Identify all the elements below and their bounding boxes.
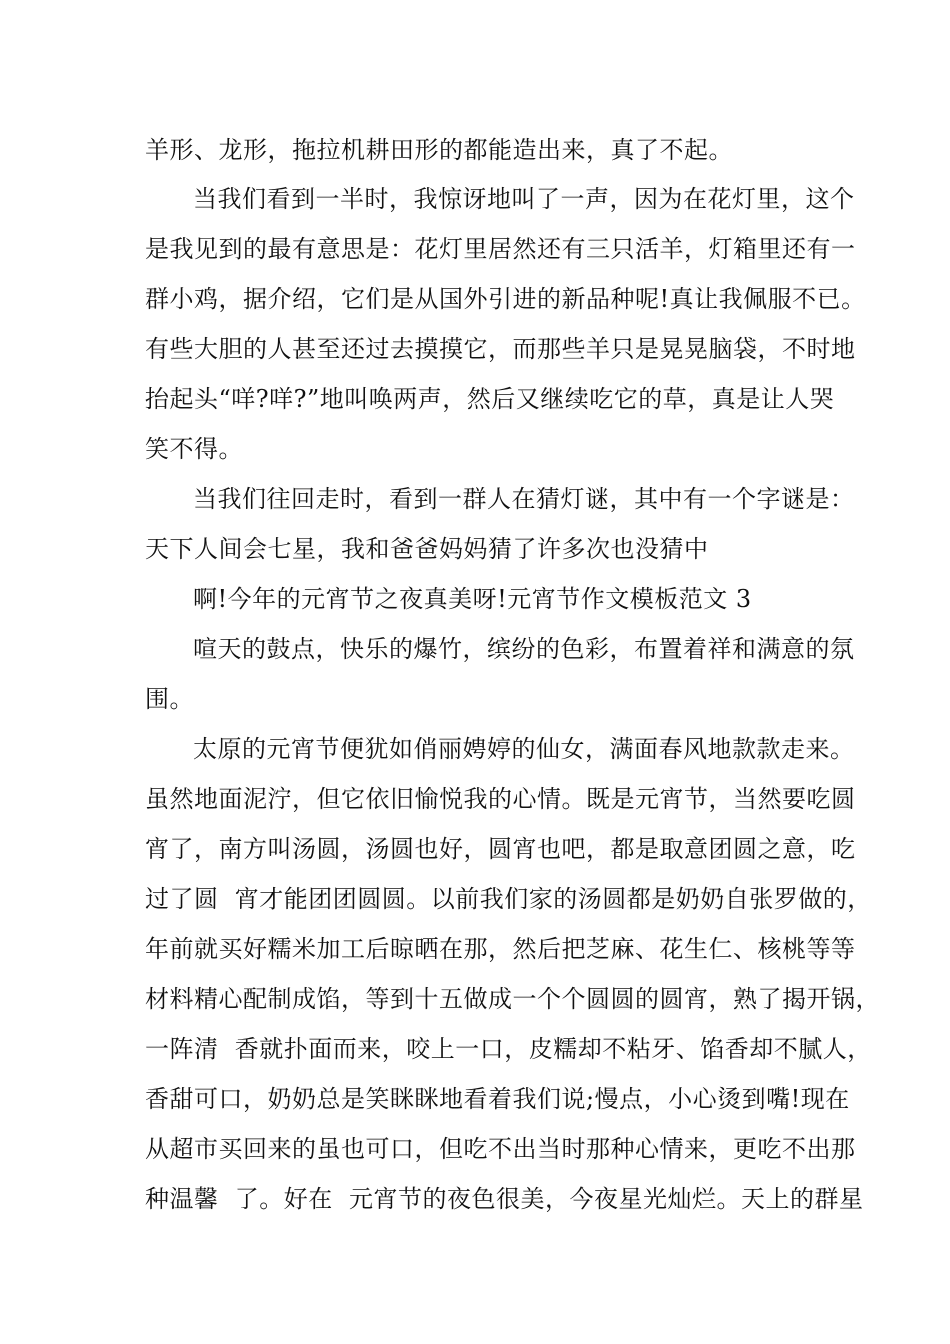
text-line: 年前就买好糯米加工后晾晒在那，然后把芝麻、花生仁、核桃等等: [145, 935, 856, 963]
text-line: 有些大胆的人甚至还过去摸摸它，而那些羊只是晃晃脑袋，不时地: [145, 335, 856, 363]
text-line: 抬起头“咩?咩?”地叫唤两声，然后又继续吃它的草，真是让人哭: [145, 385, 835, 413]
text-line: 当我们看到一半时，我惊讶地叫了一声，因为在花灯里，这个: [193, 185, 855, 213]
text-line: 群小鸡，据介绍，它们是从国外引进的新品种呢!真让我佩服不已。: [145, 285, 866, 313]
text-line: 喧天的鼓点，快乐的爆竹，缤纷的色彩，布置着祥和满意的氛: [193, 635, 855, 663]
text-line: 宵了，南方叫汤圆，汤圆也好，圆宵也吧，都是取意团圆之意，吃: [145, 835, 856, 863]
text-line: 当我们往回走时，看到一群人在猜灯谜，其中有一个字谜是：: [193, 485, 855, 513]
text-line: 香甜可口，奶奶总是笑眯眯地看着我们说;慢点，小心烫到嘴!现在: [145, 1085, 850, 1113]
text-line: 啊!今年的元宵节之夜真美呀!元宵节作文模板范文 3: [193, 585, 752, 613]
text-line: 从超市买回来的虽也可口，但吃不出当时那种心情来，更吃不出那: [145, 1135, 856, 1163]
text-line: 是我见到的最有意思是：花灯里居然还有三只活羊，灯箱里还有一: [145, 235, 856, 263]
text-line: 材料精心配制成馅，等到十五做成一个个圆圆的圆宵，熟了揭开锅，: [145, 985, 880, 1013]
text-line: 一阵清 香就扑面而来，咬上一口，皮糯却不粘牙、馅香却不腻人，: [145, 1035, 872, 1063]
text-line: 种温馨 了。好在 元宵节的夜色很美，今夜星光灿烂。天上的群星: [145, 1185, 864, 1213]
text-line: 笑不得。: [145, 435, 243, 463]
text-line: 虽然地面泥泞，但它依旧愉悦我的心情。既是元宵节，当然要吃圆: [145, 785, 856, 813]
text-line: 天下人间会七星，我和爸爸妈妈猜了许多次也没猜中: [145, 535, 709, 563]
text-line: 过了圆 宵才能团团圆圆。以前我们家的汤圆都是奶奶自张罗做的，: [145, 885, 872, 913]
text-line: 太原的元宵节便犹如俏丽娉婷的仙女，满面春风地款款走来。: [193, 735, 855, 763]
text-line: 围。: [145, 685, 194, 713]
text-line: 羊形、龙形，拖拉机耕田形的都能造出来，真了不起。: [145, 136, 733, 164]
